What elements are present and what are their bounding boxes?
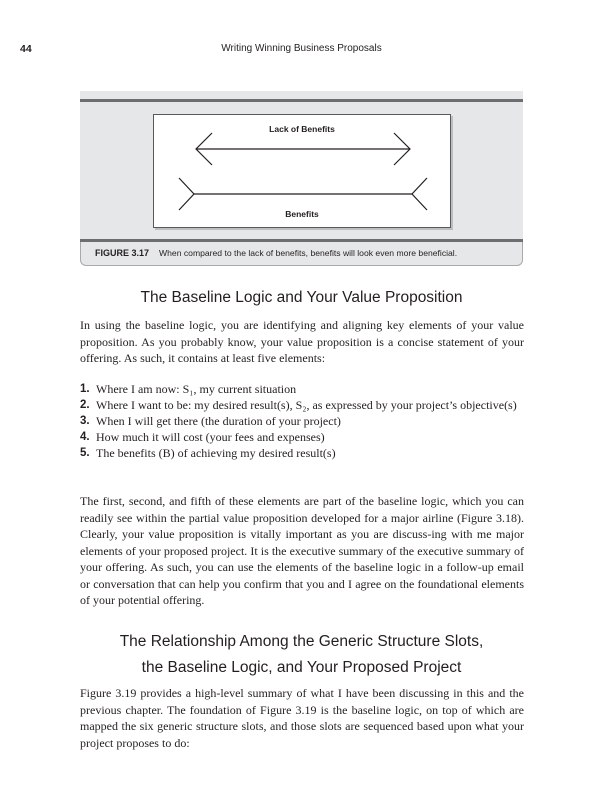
figure-diagram [153,114,451,228]
inward-double-arrow [179,178,427,210]
section-heading-relationship-line2: the Baseline Logic, and Your Proposed Project [141,659,462,676]
outward-double-arrow [196,133,410,165]
running-head: Writing Winning Business Proposals [221,43,382,54]
figure-caption-text: When compared to the lack of benefits, benefits will look even more beneficial. [159,248,458,258]
baseline-paragraph: The first, second, and fifth of these elements are part of the baseline logic, which you can readily see within the partial value proposition developed for a major airline (Figure 3.18). Clearly, your value proposition is vitally important as you are discuss-ing with me major elements of your proposed project. It is the executive summary of the executive summary of your offering. As such, you can use the elements of the baseline logic in a follow-up email or conversation that can help you confirm that you and I agree on the foundational elements of your potential offering. [80,494,524,607]
relationship-paragraph: Figure 3.19 provides a high-level summary of what I have been discussing in this and the previous chapter. The foundation of Figure 3.19 is the baseline logic, on top of which are mapped the six generic structure slots, and those slots are sequenced based upon what your project proposes to do: [80,686,524,750]
figure-caption [95,248,457,258]
lack-of-benefits-label: Lack of Benefits [269,124,335,134]
figure-top-rule [80,99,523,102]
elements-list [80,381,524,461]
figure-caption-label: FIGURE 3.17 [95,248,150,258]
benefits-label: Benefits [285,209,319,219]
intro-paragraph: In using the baseline logic, you are identifying and aligning key elements of your value proposition. As you probably know, your value proposition is a concise statement of your offering. As such, it contains at least five elements: [80,318,524,365]
list-item: 1. Where I am now: S₁, my current situation [80,382,297,396]
list-item: 2. Where I want to be: my desired result(s), S₂, as expressed by your project’s objective(s) [80,398,517,412]
list-item: 4. How much it will cost (your fees and expenses) [80,430,325,444]
figure-caption-box [80,242,523,266]
section-heading-baseline-logic: The Baseline Logic and Your Value Proposition [140,289,463,306]
list-item: 5. The benefits (B) of achieving my desired result(s) [80,446,336,460]
section-heading-relationship-line1: The Relationship Among the Generic Structure Slots, [119,633,484,650]
page-number: 44 [20,43,32,55]
list-item: 3. When I will get there (the duration of your project) [80,414,341,428]
